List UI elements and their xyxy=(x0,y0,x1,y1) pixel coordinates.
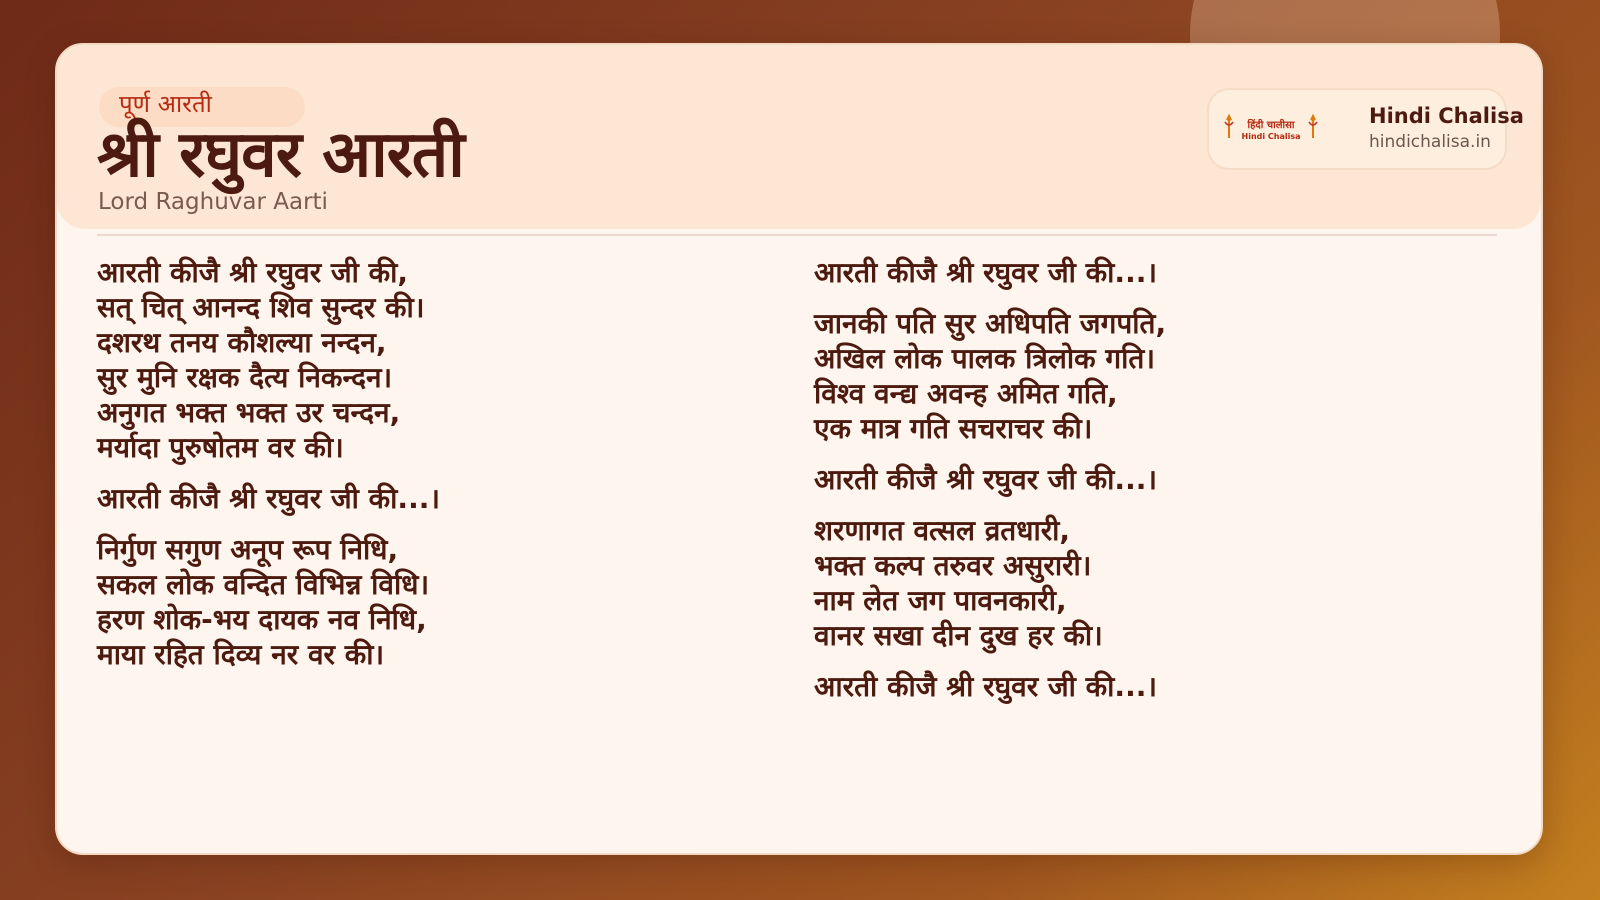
stanza xyxy=(814,669,1514,704)
verse-line: शरणागत वत्सल व्रतधारी, xyxy=(814,514,1071,547)
verse-line: अनुगत भक्त भक्त उर चन्दन, xyxy=(97,396,401,429)
verse-line: निर्गुण सगुण अनूप रूप निधि, xyxy=(97,533,399,566)
verse-line: अखिल लोक पालक त्रिलोक गति। xyxy=(814,342,1155,375)
verse-line: एक मात्र गति सचराचर की। xyxy=(814,412,1093,445)
page-title: श्री रघुवर आरती xyxy=(97,118,464,192)
stanza xyxy=(814,306,1514,446)
verse-line: सकल लोक वन्दित विभिन्न विधि। xyxy=(97,568,430,601)
brand-name: Hindi Chalisa xyxy=(1369,104,1524,128)
brand-logo-text-hindi: हिंदी चालीसा xyxy=(1247,120,1295,131)
brand-logo-icon xyxy=(1223,112,1319,148)
verse-line: आरती कीजै श्री रघुवर जी की, xyxy=(97,256,409,289)
card-header xyxy=(57,45,1541,229)
brand-logo-text-english: Hindi Chalisa xyxy=(1241,132,1301,141)
verse-line: आरती कीजै श्री रघुवर जी की...। xyxy=(814,256,1157,289)
stanza xyxy=(814,513,1514,653)
stanza xyxy=(814,255,1514,290)
verse-line: दशरथ तनय कौशल्या नन्दन, xyxy=(97,326,387,359)
verse-line: सत् चित् आनन्द शिव सुन्दर की। xyxy=(97,291,425,324)
lyrics-column-left xyxy=(97,255,797,688)
verse-line: हरण शोक-भय दायक नव निधि, xyxy=(97,603,427,636)
category-badge-label: पूर्ण आरती xyxy=(119,90,212,118)
verse-line: जानकी पति सुर अधिपति जगपति, xyxy=(814,307,1167,340)
verse-line: माया रहित दिव्य नर वर की। xyxy=(97,638,385,671)
brand-card[interactable] xyxy=(1207,88,1524,170)
stanza xyxy=(97,532,797,672)
verse-line: भक्त कल्प तरुवर असुरारी। xyxy=(814,549,1092,582)
verse-line: विश्व वन्द्य अवन्ह अमित गति, xyxy=(814,377,1118,410)
verse-line: नाम लेत जग पावनकारी, xyxy=(814,584,1067,617)
page-subtitle: Lord Raghuvar Aarti xyxy=(98,189,328,215)
lyrics-column-right xyxy=(814,255,1514,720)
header-divider xyxy=(97,234,1497,236)
verse-line: मर्यादा पुरुषोतम वर की। xyxy=(97,431,344,464)
verse-line: वानर सखा दीन दुख हर की। xyxy=(814,619,1103,652)
stanza xyxy=(97,481,797,516)
verse-line: सुर मुनि रक्षक दैत्य निकन्दन। xyxy=(97,361,393,394)
verse-line: आरती कीजै श्री रघुवर जी की...। xyxy=(814,670,1157,703)
aarti-card xyxy=(55,43,1543,855)
brand-url[interactable]: hindichalisa.in xyxy=(1369,132,1491,152)
stanza xyxy=(814,462,1514,497)
verse-line: आरती कीजै श्री रघुवर जी की...। xyxy=(97,482,440,515)
verse-line: आरती कीजै श्री रघुवर जी की...। xyxy=(814,463,1157,496)
stanza xyxy=(97,255,797,465)
